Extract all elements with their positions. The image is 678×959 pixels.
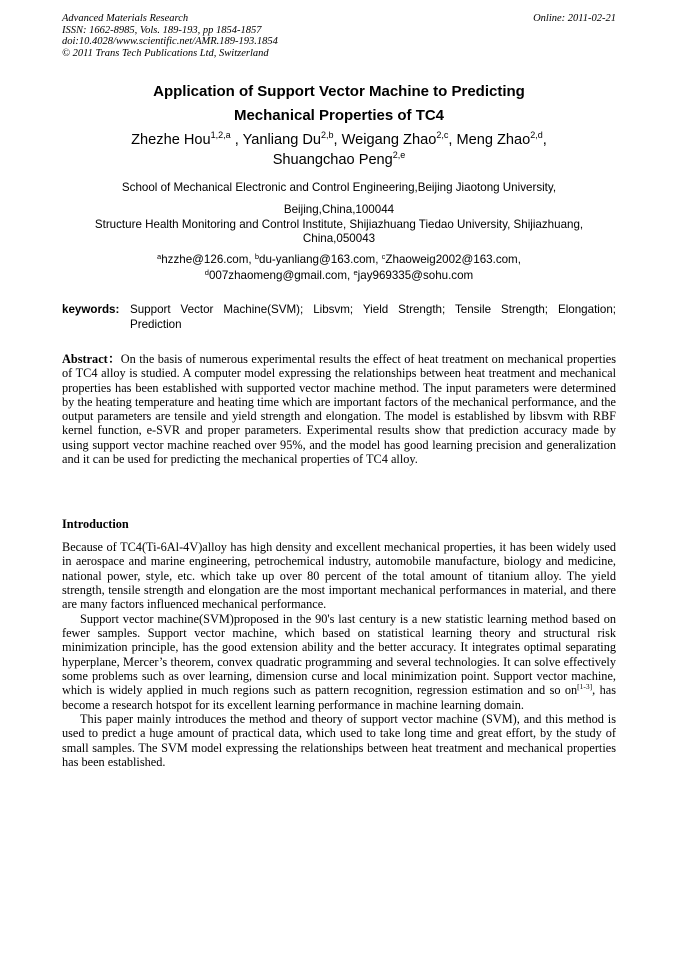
email-mark: d (204, 267, 209, 277)
paper-title (62, 80, 616, 128)
abstract-text: On the basis of numerous experimental results the effect of heat treatment on mechanical properties of TC4 alloy is studied. A computer model expressing the relationships between heat treatment and mechanical properties has been established with supported vector machine method. The input parameters were determined by the heating temperature and heating time which are important factors of the mechanical performance, and the output parameters are tensile and yield strength and elongation. The model is established by libsvm with RBF kernel function, e-SVR and proper parameters. Experimental results show that prediction accuracy made by using support vector machine reached over 95%, and the model has good learning precision and generalization and it can be used for predicting the mechanical properties of TC4 alloy. (62, 352, 617, 467)
citation-ref: [1-3] (577, 682, 593, 692)
email-mark: e (353, 267, 358, 277)
intro-paragraph-2 (62, 612, 616, 712)
abstract (62, 352, 616, 466)
author-affil-mark: 2,b (321, 130, 334, 140)
author-name: Shuangchao Peng (272, 152, 393, 168)
email-mark: c (381, 252, 386, 261)
journal-header (62, 13, 616, 59)
email-link[interactable]: jay969335@sohu.com (357, 268, 474, 282)
author-name: Meng Zhao (456, 132, 531, 148)
author-affil-mark: 1,2,a (210, 130, 231, 140)
abstract-label: Abstract： (62, 352, 121, 366)
author-affil-mark: 2,e (392, 150, 406, 160)
email-link[interactable]: hzzhe@126.com, (161, 253, 252, 266)
author-name: Weigang Zhao (341, 132, 437, 148)
journal-name: Advanced Materials Research (62, 13, 189, 24)
affiliation-1-line-1: School of Mechanical Electronic and Control Engineering,Beijing Jiaotong University, (121, 181, 557, 194)
email-mark: b (254, 252, 260, 261)
intro-paragraph-2-text: Support vector machine(SVM)proposed in the 90's last century is a new statistic learning method based on fewer samples. Support vector machine, which based on statistical learning theory and structural risk minimization principle, has the good extension ability and the better accuracy. It integrates optimal separating hyperplane, Mercer’s theorem, convex quadratic programming and several technologies. It can solve effectively some problems such as over learning, dimension curse and local minimization point. Support vector machine, which is widely applied in much regions such as pattern recognition, regression estimation and so on (62, 611, 616, 698)
author-list: Zhezhe Hou$^{1,2,a}$ , Yanliang Du$^{2,b}$, Weigang Zhao$^{2,c}$, Meng Zhao$^{2,d}$, Shuangchao Peng$^{2,e}$ (131, 130, 547, 168)
affiliation-1-line-2: Beijing,China,100044 (283, 203, 395, 216)
email-link[interactable]: 007zhaomeng@gmail.com, (208, 268, 351, 282)
affiliation-1 (62, 177, 616, 221)
introduction-body (62, 540, 616, 770)
intro-paragraph-3: This paper mainly introduces the method and theory of support vector machine (SVM), and this method is used to predict a huge amount of practical data, which used to take long time and great effort, by the study of small samples. The SVM model expressing the relationships between heat treatment and mechanical properties has been established. (62, 712, 616, 770)
email-link[interactable]: Zhaoweig2002@163.com, (385, 253, 521, 266)
keywords-value: Support Vector Machine(SVM); Libsvm; Yield Strength; Tensile Strength; Elongation; Prediction (130, 303, 616, 331)
affiliation-2: Structure Health Monitoring and Control Institute, Shijiazhuang Tiedao University, Shijiazhuang, China,050043 (94, 218, 584, 245)
keywords-label: keywords: (62, 303, 120, 316)
intro-paragraph-1: Because of TC4(Ti-6Al-4V)alloy has high density and excellent mechanical properties, it has been widely used in aerospace and marine engineering, petrochemical industry, automobile manufacture, biology and medicine, national power, style, etc. which take up over 80 percent of the total amount of titanium alloy. The yield strength, tensile strength and elongation are the most important mechanical performances in material, and there are many factors influenced mechanical performance. (62, 540, 616, 612)
title-line-2: Mechanical Properties of TC4 (233, 107, 445, 124)
online-date: Online: 2011-02-21 (533, 13, 616, 24)
author-name: Yanliang Du (242, 132, 322, 148)
keywords (62, 303, 616, 332)
copyright-line: © 2011 Trans Tech Publications Ltd, Switzerland (62, 47, 269, 59)
email-link[interactable]: du-yanliang@163.com, (259, 253, 379, 266)
author-name: Zhezhe Hou (131, 132, 211, 148)
intro-paragraph-2-tail: , has become a research hotspot for its excellent learning performance in machine learning domain. (62, 683, 616, 712)
email-list (62, 252, 616, 283)
email-mark: a (157, 252, 162, 261)
author-affil-mark: 2,c (436, 130, 449, 140)
title-line-1: Application of Support Vector Machine to Predicting (153, 83, 525, 100)
issn-line: ISSN: 1662-8985, Vols. 189-193, pp 1854-1857 (62, 24, 262, 36)
introduction-heading: Introduction (62, 517, 129, 531)
doi-line: doi:10.4028/www.scientific.net/AMR.189-193.1854 (62, 36, 278, 47)
author-affil-mark: 2,d (530, 130, 543, 140)
